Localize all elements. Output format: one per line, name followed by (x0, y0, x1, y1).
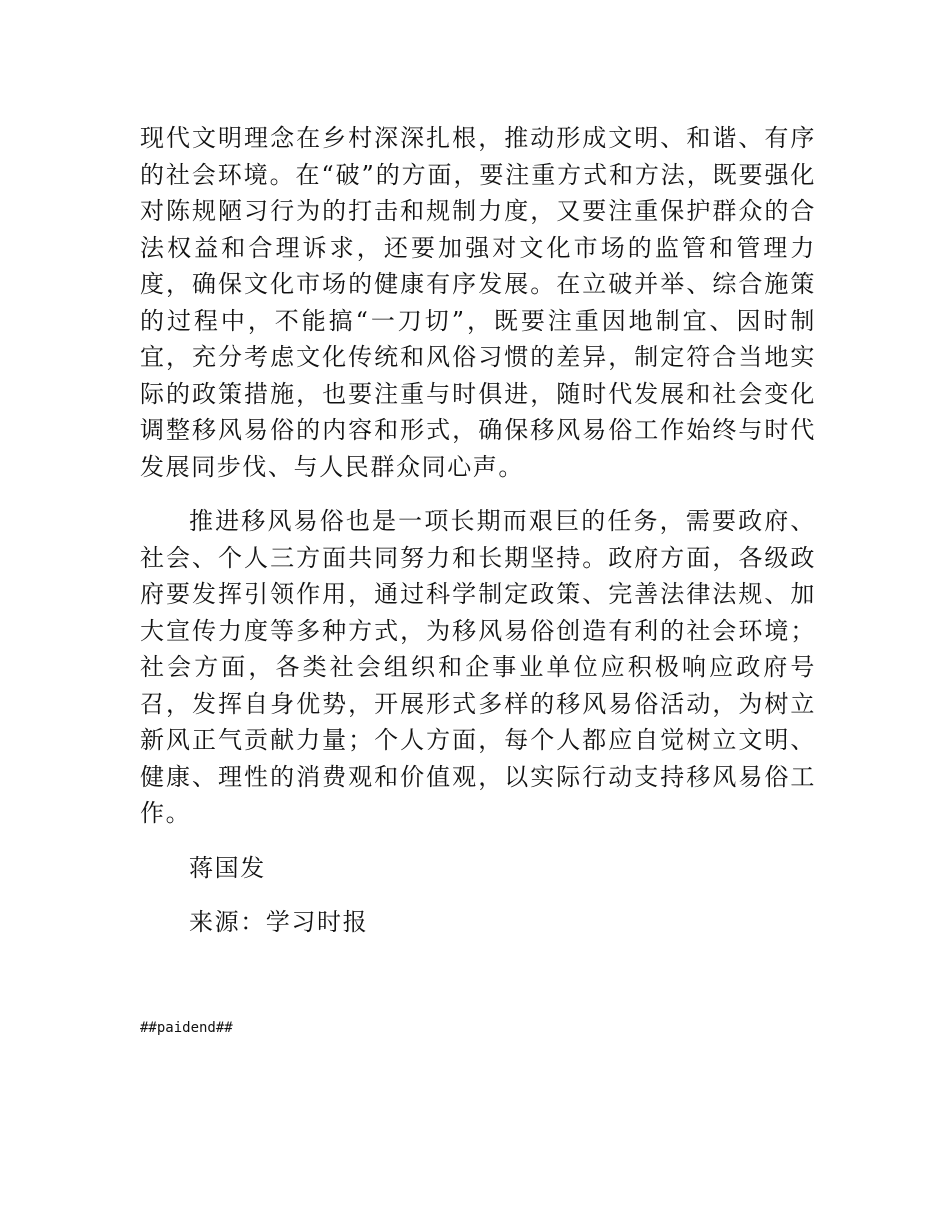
paragraph-spacer (140, 485, 816, 503)
article-body (140, 120, 816, 941)
paragraph-task: 推进移风易俗也是一项长期而艰巨的任务，需要政府、社会、个人三方面共同努力和长期坚持。政府方面，各级政府要发挥引领作用，通过科学制定政策、完善法律法规、加大宣传力度等多种方式，为移风易俗创造有利的社会环境；社会方面，各类社会组织和企事业单位应积极响应政府号召，发挥自身优势，开展形式多样的移风易俗活动，为树立新风正气贡献力量；个人方面，每个人都应自觉树立文明、健康、理性的消费观和价值观，以实际行动支持移风易俗工作。 (140, 507, 816, 827)
author-name: 蒋国发 (189, 853, 266, 882)
source-spacer (140, 886, 816, 904)
paid-end-marker: ##paidend## (140, 1020, 233, 1036)
paragraph-continued: 现代文明理念在乡村深深扎根，推动形成文明、和谐、有序的社会环境。在“破”的方面，要注重方式和方法，既要强化对陈规陋习行为的打击和规制力度，又要注重保护群众的合法权益和合理诉求，还要加强对文化市场的监管和管理力度，确保文化市场的健康有序发展。在立破并举、综合施策的过程中，不能搞“一刀切”，既要注重因地制宜、因时制宜，充分考虑文化传统和风俗习惯的差异，制定符合当地实际的政策措施，也要注重与时俱进，随时代发展和社会变化调整移风易俗的内容和形式，确保移风易俗工作始终与时代发展同步伐、与人民群众同心声。 (140, 124, 816, 481)
signature-spacer (140, 832, 816, 850)
source-line: 来源：学习时报 (189, 908, 369, 936)
